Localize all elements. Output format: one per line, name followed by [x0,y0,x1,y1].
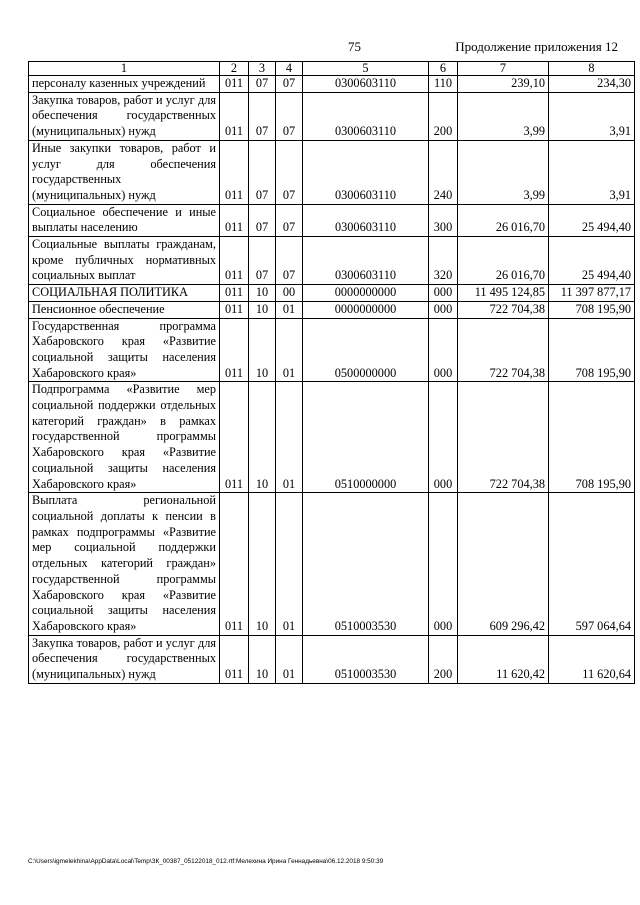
cell-amount-1: 11 495 124,85 [458,285,549,302]
cell-section: 10 [249,285,276,302]
cell-amount-1: 609 296,42 [458,493,549,635]
file-path-footer: C:\Users\igmelekhina\AppData\Local\Temp\ЗК_00387_05122018_012.rtf:Мелехина Ирина Геннадьевна\06.12.2018 9:50:39 [28,858,384,865]
cell-expense-type: 200 [429,635,458,683]
page-number: 75 [348,39,361,54]
row-name: Закупка товаров, работ и услуг для обеспечения государственных (муниципальных) нужд [29,635,220,683]
cell-subsection: 01 [276,318,303,382]
cell-target-article: 0300603110 [303,140,429,204]
cell-ministry-code: 011 [220,635,249,683]
cell-amount-2: 708 195,90 [549,318,635,382]
cell-subsection: 01 [276,301,303,318]
column-header: 3 [249,62,276,76]
cell-amount-2: 3,91 [549,140,635,204]
column-header: 4 [276,62,303,76]
table-row [29,76,635,93]
table-row [29,204,635,236]
continuation-title: Продолжение приложения 12 [455,39,618,54]
column-header: 5 [303,62,429,76]
cell-ministry-code: 011 [220,76,249,93]
cell-amount-1: 26 016,70 [458,237,549,285]
cell-section: 07 [249,237,276,285]
cell-section: 07 [249,204,276,236]
cell-amount-1: 722 704,38 [458,382,549,493]
cell-amount-1: 3,99 [458,140,549,204]
cell-section: 10 [249,635,276,683]
table-row [29,301,635,318]
row-name: персоналу казенных учреждений [29,76,220,93]
cell-amount-1: 26 016,70 [458,204,549,236]
cell-subsection: 07 [276,76,303,93]
cell-section: 10 [249,382,276,493]
row-name: СОЦИАЛЬНАЯ ПОЛИТИКА [29,285,220,302]
cell-amount-2: 25 494,40 [549,204,635,236]
cell-ministry-code: 011 [220,237,249,285]
cell-amount-1: 3,99 [458,92,549,140]
cell-expense-type: 300 [429,204,458,236]
cell-ministry-code: 011 [220,301,249,318]
cell-amount-2: 3,91 [549,92,635,140]
cell-target-article: 0300603110 [303,92,429,140]
cell-amount-2: 11 397 877,17 [549,285,635,302]
cell-ministry-code: 011 [220,493,249,635]
row-name: Подпрограмма «Развитие мер социальной поддержки отдельных категорий граждан» в рамках государственной программы Хабаровского края «Развитие социальной защиты населения Хабаровского края» [29,382,220,493]
cell-target-article: 0510003530 [303,635,429,683]
cell-target-article: 0000000000 [303,285,429,302]
table-row [29,285,635,302]
cell-section: 07 [249,140,276,204]
cell-target-article: 0300603110 [303,204,429,236]
cell-expense-type: 110 [429,76,458,93]
table-row [29,92,635,140]
table-row [29,493,635,635]
cell-target-article: 0510003530 [303,493,429,635]
budget-table [28,61,635,684]
cell-expense-type: 200 [429,92,458,140]
cell-amount-1: 11 620,42 [458,635,549,683]
row-name: Социальные выплаты гражданам, кроме публичных нормативных социальных выплат [29,237,220,285]
cell-amount-1: 722 704,38 [458,301,549,318]
cell-ministry-code: 011 [220,140,249,204]
cell-expense-type: 000 [429,382,458,493]
cell-ministry-code: 011 [220,92,249,140]
cell-amount-2: 597 064,64 [549,493,635,635]
row-name: Социальное обеспечение и иные выплаты населению [29,204,220,236]
cell-amount-2: 708 195,90 [549,382,635,493]
cell-target-article: 0300603110 [303,76,429,93]
cell-expense-type: 000 [429,285,458,302]
cell-section: 07 [249,92,276,140]
cell-amount-1: 239,10 [458,76,549,93]
cell-amount-2: 11 620,64 [549,635,635,683]
cell-subsection: 07 [276,140,303,204]
cell-section: 10 [249,318,276,382]
table-row [29,140,635,204]
row-name: Пенсионное обеспечение [29,301,220,318]
cell-expense-type: 000 [429,493,458,635]
cell-subsection: 01 [276,493,303,635]
cell-amount-2: 25 494,40 [549,237,635,285]
cell-ministry-code: 011 [220,204,249,236]
cell-subsection: 00 [276,285,303,302]
cell-amount-2: 708 195,90 [549,301,635,318]
row-name: Выплата региональной социальной доплаты к пенсии в рамках подпрограммы «Развитие мер социальной поддержки отдельных категорий граждан» государственной программы Хабаровского края «Развитие социальной защиты населения Хабаровского края» [29,493,220,635]
cell-ministry-code: 011 [220,285,249,302]
table-row [29,318,635,382]
row-name: Закупка товаров, работ и услуг для обеспечения государственных (муниципальных) нужд [29,92,220,140]
column-header: 7 [458,62,549,76]
cell-subsection: 07 [276,92,303,140]
cell-subsection: 01 [276,635,303,683]
table-row [29,382,635,493]
cell-amount-1: 722 704,38 [458,318,549,382]
cell-ministry-code: 011 [220,382,249,493]
cell-target-article: 0510000000 [303,382,429,493]
table-row [29,237,635,285]
cell-subsection: 07 [276,204,303,236]
row-name: Иные закупки товаров, работ и услуг для обеспечения государственных (муниципальных) нужд [29,140,220,204]
cell-subsection: 01 [276,382,303,493]
cell-expense-type: 320 [429,237,458,285]
column-header: 6 [429,62,458,76]
column-header: 8 [549,62,635,76]
table-body [29,76,635,684]
cell-target-article: 0000000000 [303,301,429,318]
cell-target-article: 0500000000 [303,318,429,382]
column-header: 1 [29,62,220,76]
cell-expense-type: 240 [429,140,458,204]
cell-target-article: 0300603110 [303,237,429,285]
table-header-row [29,62,635,76]
row-name: Государственная программа Хабаровского края «Развитие социальной защиты населения Хабаровского края» [29,318,220,382]
cell-section: 10 [249,301,276,318]
cell-expense-type: 000 [429,318,458,382]
cell-subsection: 07 [276,237,303,285]
cell-ministry-code: 011 [220,318,249,382]
cell-expense-type: 000 [429,301,458,318]
cell-section: 07 [249,76,276,93]
cell-section: 10 [249,493,276,635]
column-header: 2 [220,62,249,76]
table-row [29,635,635,683]
cell-amount-2: 234,30 [549,76,635,93]
